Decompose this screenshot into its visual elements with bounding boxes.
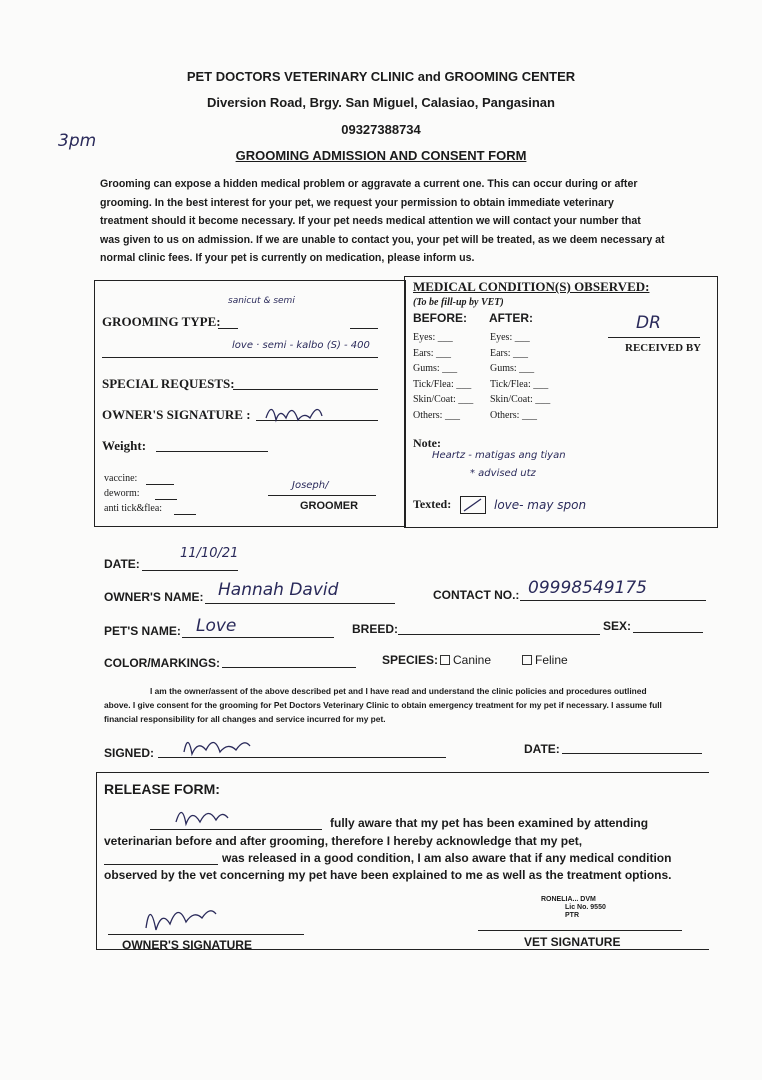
vet-signature-label: VET SIGNATURE	[524, 935, 621, 949]
feline-label: Feline	[535, 653, 568, 667]
after-item: Skin/Coat: ___	[490, 394, 551, 405]
check-mark-icon	[461, 497, 485, 513]
clinic-phone: 09327388734	[341, 122, 421, 137]
anti-tick-line[interactable]	[174, 514, 196, 515]
owner-release-signature-label: OWNER'S SIGNATURE	[122, 938, 252, 952]
deworm-line[interactable]	[155, 499, 177, 500]
deworm-label: deworm:	[104, 488, 140, 499]
vaccine-label: vaccine:	[104, 473, 138, 484]
signed-label: SIGNED:	[104, 746, 155, 760]
owner-release-signature-line[interactable]	[108, 934, 304, 935]
after-item: Gums: ___	[490, 363, 535, 374]
note-label: Note:	[413, 436, 441, 450]
intro-line: Grooming can expose a hidden medical problem or aggravate a current one. This can occur during or after	[100, 178, 638, 190]
before-item: Others: ___	[413, 409, 460, 421]
grooming-type-line-3[interactable]	[102, 357, 378, 358]
form-title: GROOMING ADMISSION AND CONSENT FORM	[235, 148, 527, 163]
owner-release-signature-scribble	[140, 896, 220, 936]
contact-label: CONTACT NO.:	[433, 588, 520, 602]
stamp-line: PTR	[565, 912, 579, 919]
before-item: Gums: ___	[413, 363, 458, 374]
after-item: Tick/Flea: ___	[490, 378, 549, 390]
after-label: AFTER:	[489, 311, 533, 325]
release-line-4: observed by the vet concerning my pet have been explained to me as well as the treatment options.	[104, 868, 672, 882]
breed-label: BREED:	[352, 622, 399, 636]
consent-line: financial responsibility for all changes and service incurred for my pet.	[104, 714, 386, 724]
breed-line[interactable]	[398, 634, 600, 635]
before-item: Skin/Coat: ___	[413, 394, 474, 405]
after-item: Eyes: ___	[490, 332, 530, 343]
canine-label: Canine	[453, 653, 492, 667]
groomer-label: GROOMER	[300, 500, 359, 512]
stamp-line: RONELIA... DVM	[541, 896, 596, 903]
medical-subtitle: (To be fill-up by VET)	[413, 297, 504, 308]
consent-paragraph	[104, 684, 712, 726]
contact-value: 09998549175	[528, 578, 647, 598]
contact-line[interactable]	[520, 600, 706, 601]
pet-name-value: Love	[196, 616, 237, 636]
grooming-type-label: GROOMING TYPE:	[102, 314, 221, 329]
anti-tick-label: anti tick&flea:	[104, 503, 163, 514]
date-line[interactable]	[142, 570, 238, 571]
release-line-1: fully aware that my pet has been examined by attending	[330, 816, 649, 830]
release-line-3: was released in a good condition, I am also aware that if any medical condition	[222, 851, 672, 865]
consent-line: above. I give consent for the grooming for Pet Doctors Veterinary Clinic to obtain emergency treatment for my pet if necessary. I assume full	[104, 700, 662, 710]
pet-name-line[interactable]	[182, 637, 334, 638]
before-item: Tick/Flea: ___	[413, 378, 472, 390]
consent-signature-scribble	[180, 730, 260, 760]
received-by-hand: DR	[636, 313, 661, 333]
weight-label: Weight:	[102, 438, 147, 453]
groomer-name-hand: Joseph/	[292, 480, 329, 491]
vet-stamp	[541, 896, 606, 920]
release-title: RELEASE FORM:	[104, 781, 220, 797]
texted-label: Texted:	[413, 497, 452, 511]
after-item: Ears: ___	[490, 347, 529, 359]
consent-date-label: DATE:	[524, 742, 560, 756]
release-line-2: veterinarian before and after grooming, therefore I hereby acknowledge that my pet,	[104, 834, 583, 848]
intro-line: treatment should it become necessary. If your pet needs medical attention we will contact your number that	[100, 215, 641, 227]
texted-hand: love- may spon	[494, 498, 587, 512]
grooming-type-line-2[interactable]	[350, 328, 378, 329]
received-by-line[interactable]	[608, 337, 700, 338]
sex-label: SEX:	[603, 619, 632, 633]
sex-line[interactable]	[633, 632, 703, 633]
before-label: BEFORE:	[413, 311, 467, 325]
texted-checkbox[interactable]	[460, 496, 486, 514]
date-label: DATE:	[104, 557, 140, 571]
canine-checkbox[interactable]	[440, 655, 450, 665]
special-requests-label: SPECIAL REQUESTS:	[102, 376, 235, 391]
note-hand-1: Heartz - matigas ang tiyan	[432, 450, 566, 461]
before-item: Eyes: ___	[413, 332, 453, 343]
consent-date-line[interactable]	[562, 753, 702, 754]
date-value: 11/10/21	[180, 546, 239, 561]
intro-line: normal clinic fees. If your pet is currently on medication, please inform us.	[100, 252, 475, 264]
after-item: Others: ___	[490, 409, 537, 421]
color-markings-line[interactable]	[222, 667, 356, 668]
intro-line: grooming. In the best interest for your pet, we request your permission to obtain immediate veterinary	[100, 196, 614, 209]
clinic-address: Diversion Road, Brgy. San Miguel, Calasiao, Pangasinan	[207, 95, 555, 110]
before-list	[413, 330, 473, 423]
grooming-type-hand-2: love · semi - kalbo (S) - 400	[232, 340, 370, 351]
consent-line: I am the owner/assent of the above described pet and I have read and understand the clinic policies and procedures outlined	[150, 686, 647, 696]
owner-name-value: Hannah David	[218, 580, 339, 600]
vet-signature-line[interactable]	[478, 930, 682, 931]
owner-signature-label: OWNER'S SIGNATURE :	[102, 407, 251, 422]
stamp-line: Lic No. 9550	[565, 904, 606, 911]
weight-line[interactable]	[156, 451, 268, 452]
groomer-line[interactable]	[268, 495, 376, 496]
owner-name-label: OWNER'S NAME:	[104, 590, 204, 604]
grooming-type-line[interactable]	[218, 328, 238, 329]
owner-name-line[interactable]	[205, 603, 395, 604]
note-hand-2: * advised utz	[470, 468, 536, 479]
before-item: Ears: ___	[413, 347, 452, 359]
intro-line: was given to us on admission. If we are unable to contact you, your pet will be treated, as we deem necessary at	[100, 233, 665, 246]
release-name-line[interactable]	[150, 829, 322, 830]
after-list	[490, 330, 550, 423]
special-requests-line[interactable]	[233, 389, 378, 390]
pet-name-label: PET'S NAME:	[104, 624, 181, 638]
release-signature-scribble	[172, 800, 232, 830]
color-markings-label: COLOR/MARKINGS:	[104, 656, 220, 670]
grooming-type-hand-1: sanicut & semi	[228, 296, 295, 306]
species-label: SPECIES:	[382, 653, 439, 667]
clinic-name: PET DOCTORS VETERINARY CLINIC and GROOMING CENTER	[186, 69, 576, 84]
intro-paragraph	[100, 175, 720, 268]
feline-checkbox[interactable]	[522, 655, 532, 665]
vaccine-line[interactable]	[146, 484, 174, 485]
owner-signature-scribble	[262, 398, 332, 428]
species-feline-option[interactable]	[522, 653, 568, 667]
species-canine-option[interactable]	[440, 653, 491, 667]
medical-title: MEDICAL CONDITION(S) OBSERVED:	[413, 279, 650, 294]
margin-note: 3pm	[58, 131, 97, 151]
received-by-label: RECEIVED BY	[625, 342, 702, 354]
release-pet-line[interactable]	[104, 864, 218, 865]
